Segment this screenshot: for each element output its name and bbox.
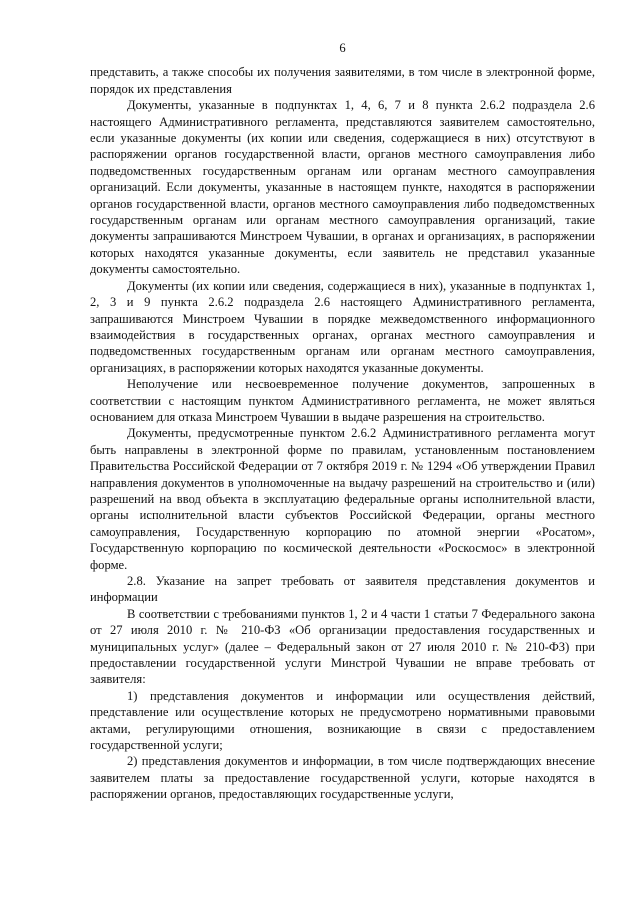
paragraph: Документы, указанные в подпунктах 1, 4, 6, 7 и 8 пункта 2.6.2 подраздела 2.6 настоящего Административного регламента, представляются заявителем самостоятельно, если указанные документы (их копии или сведения, содержащиеся в них) отсутствуют в распоряжении органов государственной власти, органов местного самоуправления либо подведомственных государственным органам или органам местного самоуправления организаций. Если документы, указанные в настоящем пункте, находятся в распоряжении органов государственной власти, органов местного самоуправления либо подведомственных государственным органам или органам местного самоуправления организаций, такие документы запрашиваются Минстроем Чувашии, в органах и организациях, в распоряжении которых находятся указанные документы, если заявитель не представил указанные документы самостоятельно. bbox=[90, 98, 595, 277]
page-number: 6 bbox=[339, 41, 346, 55]
paragraph: В соответствии с требованиями пунктов 1, 2 и 4 части 1 статьи 7 Федерального закона от 27 июля 2010 г. № 210-ФЗ «Об организации предоставления государственных и муниципальных услуг» (далее – Федеральный закон от 27 июля 2010 г. № 210-ФЗ) при предоставлении государственной услуги Минстрой Чувашии не вправе требовать от заявителя: bbox=[90, 606, 595, 687]
paragraph: Документы, предусмотренные пунктом 2.6.2 Административного регламента могут быть направлены в электронной форме по правилам, установленным постановлением Правительства Российской Федерации от 7 октября 2019 г. № 1294 «Об утверждении Правил направления документов в уполномоченные на выдачу разрешений на строительство и (или) разрешений на ввод объекта в эксплуатацию федеральные органы исполнительной власти, органы исполнительной власти субъектов Российской Федерации, органы местного самоуправления, Государственную корпорацию по атомной энергии «Росатом», Государственную корпорацию по космической деятельности «Роскосмос» в электронной форме. bbox=[90, 426, 595, 572]
list-item: 1) представления документов и информации или осуществления действий, представление или осуществление которых не предусмотрено нормативными правовыми актами, регулирующими отношения, возникающие в связи с предоставлением государственной услуги; bbox=[90, 688, 595, 753]
section-heading: 2.8. Указание на запрет требовать от заявителя представления документов и информации bbox=[90, 574, 595, 605]
paragraph: представить, а также способы их получения заявителями, в том числе в электронной форме, порядок их представления bbox=[90, 65, 595, 96]
list-item: 2) представления документов и информации, в том числе подтверждающих внесение заявителем платы за предоставление государственной услуги, которые находятся в распоряжении органов, предоставляющих государственные услуги, bbox=[90, 754, 595, 802]
paragraph: Неполучение или несвоевременное получение документов, запрошенных в соответствии с настоящим пунктом Административного регламента, не может являться основанием для отказа Минстроем Чувашии в выдаче разрешения на строительство. bbox=[90, 377, 595, 424]
paragraph: Документы (их копии или сведения, содержащиеся в них), указанные в подпунктах 1, 2, 3 и 9 пункта 2.6.2 подраздела 2.6 настоящего Административного регламента, запрашиваются Минстроем Чувашии в порядке межведомственного информационного взаимодействия в государственных органах, органах местного самоуправления и подведомственных государственным органам или органам местного самоуправления, организациях, в распоряжении которых находятся указанные документы. bbox=[90, 278, 595, 375]
document-page bbox=[90, 40, 595, 803]
